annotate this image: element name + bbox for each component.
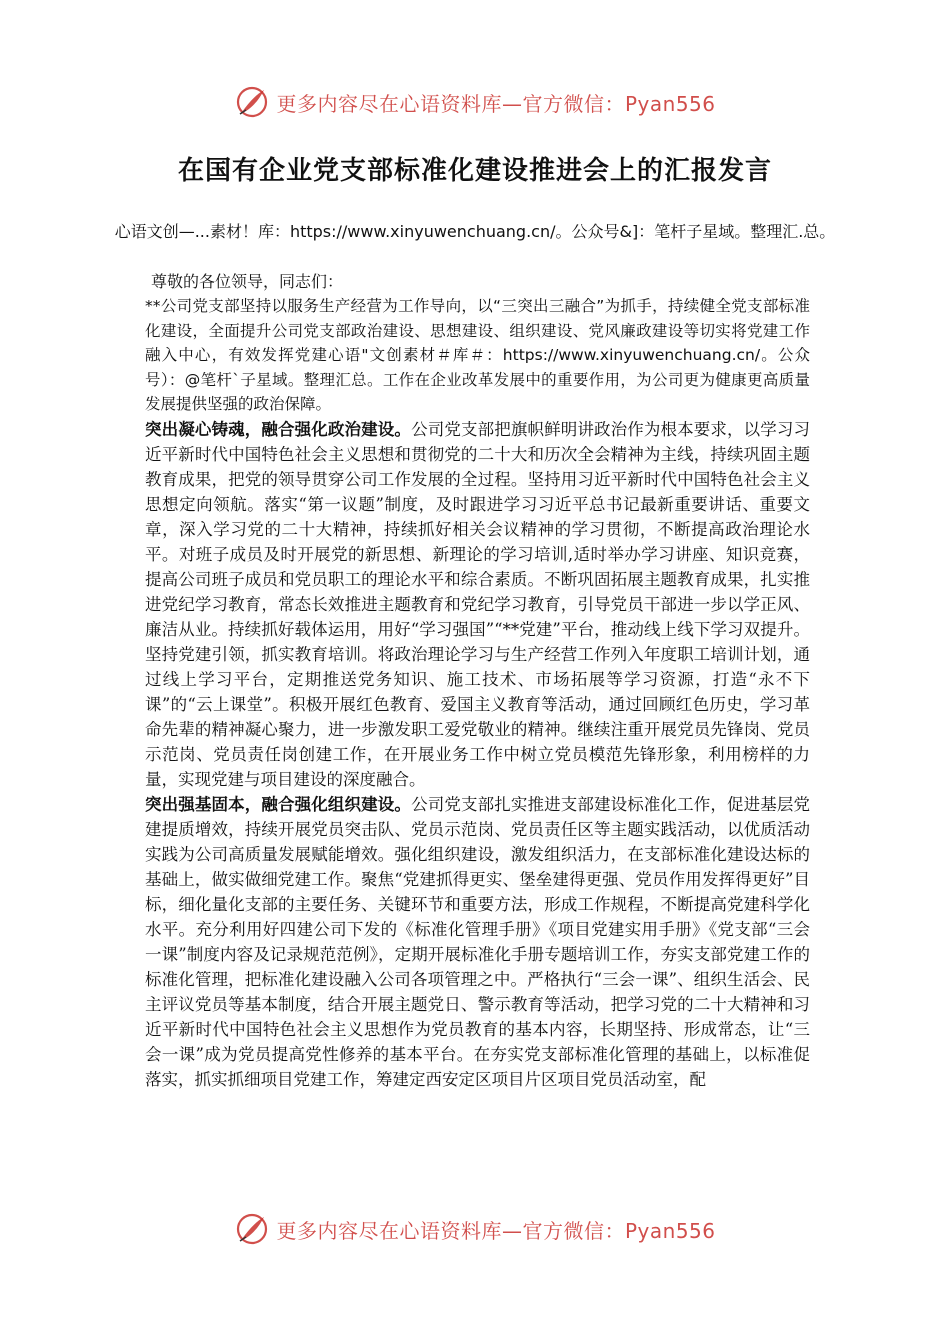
section-body: 公司党支部把旗帜鲜明讲政治作为根本要求，以学习习近平新时代中国特色社会主义思想和贯彻党的二十大和历次全会精神为主线，持续巩固主题教育成果，把党的领导贯穿公司工作发展的全过程。坚持用习近平新时代中国特色社会主义思想定向领航。落实“第一议题”制度，及时跟进学习习近平总书记最新重要讲话、重要文章，深入学习党的二十大精神，持续抓好相关会议精神的学习贯彻，不断提高政治理论水平。对班子成员及时开展党的新思想、新理论的学习培训,适时举办学习讲座、知识竞赛，提高公司班子成员和党员职工的理论水平和综合素质。不断巩固拓展主题教育成果，扎实推进党纪学习教育，常态长效推进主题教育和党纪学习教育，引导党员干部进一步以学正风、廉洁从业。持续抓好载体运用，用好“学习强国”“**党建”平台，推动线上线下学习双提升。坚持党建引领，抓实教育培训。将政治理论学习与生产经营工作列入年度职工培训计划，通过线上学习平台，定期推送党务知识、施工技术、市场拓展等学习资源，打造“永不下课”的“云上课堂”。积极开展红色教育、爱国主义教育等活动，通过回顾红色历史，学习革命先辈的精神凝心聚力，进一步激发职工爱党敬业的精神。继续注重开展党员先锋岗、党员示范岗、党员责任岗创建工作，在开展业务工作中树立党员模范先锋形象，利用榜样的力量，实现党建与项目建设的深度融合。	[145, 419, 811, 789]
section-lead: 突出强基固本，融合强化组织建设。	[145, 794, 412, 814]
quill-logo-icon	[234, 1211, 270, 1247]
watermark-footer	[0, 1209, 950, 1249]
section-lead: 突出凝心铸魂，融合强化政治建设。	[145, 419, 412, 439]
document-body	[145, 270, 810, 1092]
watermark-header	[0, 82, 950, 122]
section-body: 公司党支部扎实推进支部建设标准化工作，促进基层党建提质增效，持续开展党员突击队、党员示范岗、党员责任区等主题实践活动，以优质活动实践为公司高质量发展赋能增效。强化组织建设，激发组织活力，在支部标准化建设达标的基础上，做实做细党建工作。聚焦“党建抓得更实、堡垒建得更强、党员作用发挥得更好”目标，细化量化支部的主要任务、关键环节和重要方法，形成工作规程，不断提高党建科学化水平。充分利用好四建公司下发的《标准化管理手册》《项目党建实用手册》《党支部“三会一课”制度内容及记录规范范例》，定期开展标准化手册专题培训工作，夯实支部党建工作的标准化管理，把标准化建设融入公司各项管理之中。严格执行“三会一课”、组织生活会、民主评议党员等基本制度，结合开展主题党日、警示教育等活动，把学习党的二十大精神和习近平新时代中国特色社会主义思想作为党员教育的基本内容，长期坚持、形成常态，让“三会一课”成为党员提高党性修养的基本平台。在夯实党支部标准化管理的基础上，以标准促落实，抓实抓细项目党建工作，筹建定西安定区项目片区项目党员活动室，配	[145, 794, 811, 1089]
section-paragraph-organization	[145, 792, 810, 1092]
greeting: 尊敬的各位领导，同志们：	[151, 272, 344, 291]
wechat-id: Pyan556	[624, 1218, 716, 1243]
wechat-id: Pyan556	[624, 91, 716, 116]
watermark-text: 更多内容尽在心语资料库—官方微信：Pyan556	[276, 1218, 716, 1243]
watermark-text: 更多内容尽在心语资料库—官方微信：Pyan556	[276, 91, 716, 116]
intro-paragraph: **公司党支部坚持以服务生产经营为工作导向，以“三突出三融合”为抓手，持续健全党支部标准化建设，全面提升公司党支部政治建设、思想建设、组织建设、党风廉政建设等切实将党建工作融入中心，有效发挥党建心语"文创素材＃库＃：https://www.xinyuwenchuang.cn/。公众号）：@笔杆`子星域。整理汇总。工作在企业改革发展中的重要作用，为公司更为健康更高质量发展提供坚强的政治保障。	[145, 297, 810, 413]
section-paragraph-political	[145, 417, 810, 792]
source-line: 心语文创—...素材！库：https://www.xinyuwenchuang.cn/。公众号&]：笔杆子星域。整理汇.总。	[114, 222, 836, 241]
quill-logo-icon	[234, 84, 270, 120]
document-title: 在国有企业党支部标准化建设推进会上的汇报发言	[177, 156, 772, 186]
